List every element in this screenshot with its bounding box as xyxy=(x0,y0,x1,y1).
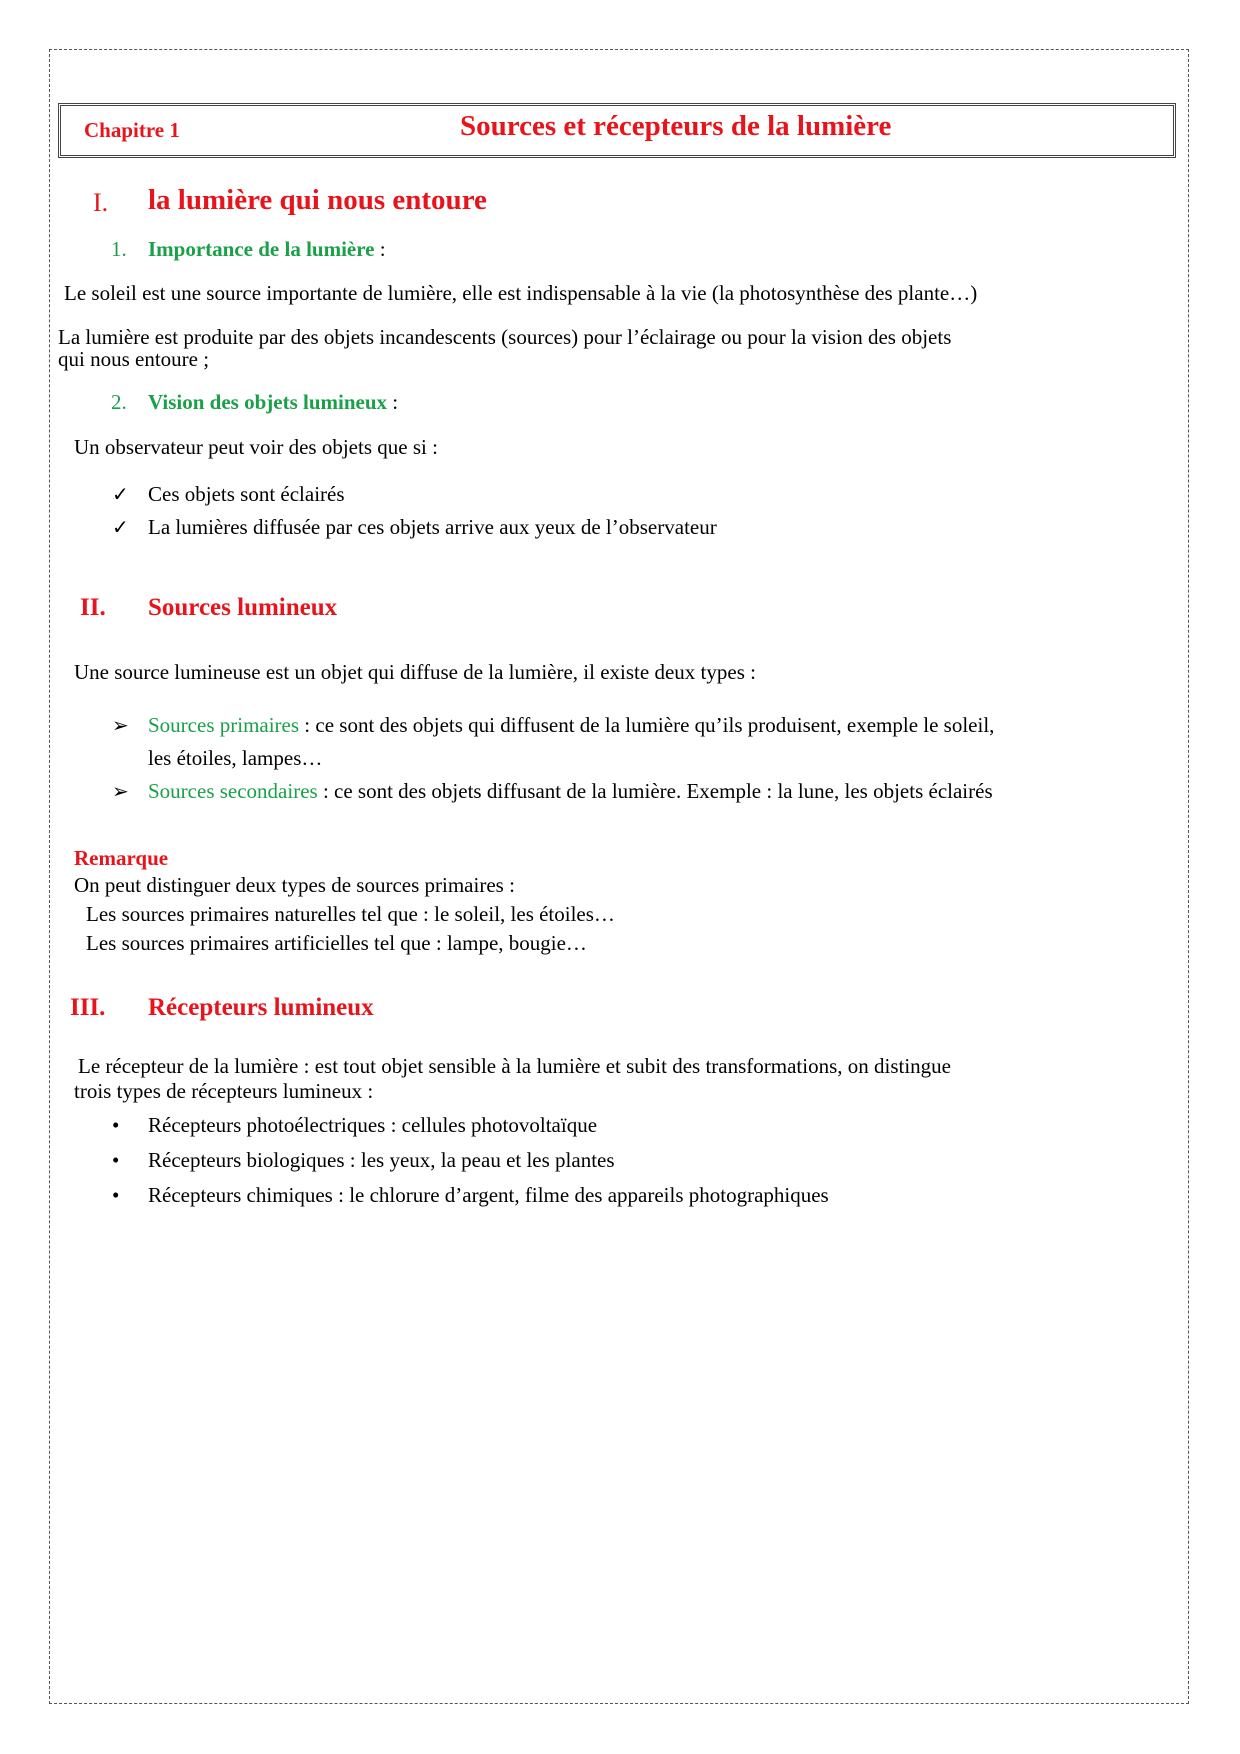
primary-sources-item xyxy=(148,714,994,736)
section-1-number: I. xyxy=(93,188,109,217)
receptor-item: Récepteurs biologiques : les yeux, la peau et les plantes xyxy=(148,1148,615,1172)
receptor-item: Récepteurs chimiques : le chlorure d’argent, filme des appareils photographiques xyxy=(148,1183,829,1207)
paragraph-importance: Le soleil est une source importante de lumière, elle est indispensable à la vie (la photosynthèse des plante…) xyxy=(64,281,978,305)
primary-sources-text: : ce sont des objets qui diffusent de la lumière qu’ils produisent, exemple le soleil, xyxy=(299,713,995,737)
remark-line-2: Les sources primaires naturelles tel que : le soleil, les étoiles… xyxy=(86,902,615,926)
section-2-number: II. xyxy=(80,594,106,621)
chapter-label: Chapitre 1 xyxy=(84,118,180,142)
primary-sources-continued: les étoiles, lampes… xyxy=(148,746,323,770)
bullet-icon: • xyxy=(112,1148,120,1172)
section-3-number: III. xyxy=(70,994,106,1021)
receptor-item: Récepteurs photoélectriques : cellules photovoltaïque xyxy=(148,1113,598,1137)
section-3-title: Récepteurs lumineux xyxy=(148,994,374,1021)
section-2-title: Sources lumineux xyxy=(148,594,338,621)
secondary-sources-term: Sources secondaires xyxy=(148,779,318,803)
subsection-2-title: Vision des objets lumineux xyxy=(148,390,388,414)
arrow-bullet-icon: ➢ xyxy=(112,781,129,803)
subsection-1-colon: : xyxy=(374,237,386,261)
subsection-2-colon: : xyxy=(387,390,399,414)
paragraph-production-line2: qui nous entoure ; xyxy=(58,347,210,371)
receptors-intro-line2: trois types de récepteurs lumineux : xyxy=(74,1079,374,1103)
check-item: Ces objets sont éclairés xyxy=(148,482,345,506)
remark-line-1: On peut distinguer deux types de sources primaires : xyxy=(74,873,515,897)
check-item: La lumières diffusée par ces objets arrive aux yeux de l’observateur xyxy=(148,515,717,539)
subsection-2-heading xyxy=(148,390,398,415)
remark-title: Remarque xyxy=(74,846,169,870)
bullet-icon: • xyxy=(112,1113,120,1137)
subsection-1-number: 1. xyxy=(111,237,127,261)
subsection-1-heading xyxy=(148,237,386,262)
subsection-2-number: 2. xyxy=(111,390,127,414)
section-1-title: la lumière qui nous entoure xyxy=(148,184,487,216)
page-title: Sources et récepteurs de la lumière xyxy=(460,110,892,142)
secondary-sources-item xyxy=(148,780,993,802)
sources-intro: Une source lumineuse est un objet qui diffuse de la lumière, il existe deux types : xyxy=(74,660,756,684)
primary-sources-term: Sources primaires xyxy=(148,713,300,737)
check-icon: ✓ xyxy=(112,517,129,539)
arrow-bullet-icon: ➢ xyxy=(112,715,129,737)
secondary-sources-text: : ce sont des objets diffusant de la lumière. Exemple : la lune, les objets éclairés xyxy=(317,779,993,803)
paragraph-production-line1: La lumière est produite par des objets incandescents (sources) pour l’éclairage ou pour la vision des objets xyxy=(58,325,952,349)
bullet-icon: • xyxy=(112,1183,120,1207)
subsection-1-title: Importance de la lumière xyxy=(148,237,375,261)
vision-intro: Un observateur peut voir des objets que si : xyxy=(74,435,438,459)
check-icon: ✓ xyxy=(112,484,129,506)
receptors-intro-line1: Le récepteur de la lumière : est tout objet sensible à la lumière et subit des transformations, on distingue xyxy=(78,1054,951,1078)
remark-line-3: Les sources primaires artificielles tel que : lampe, bougie… xyxy=(86,931,587,955)
